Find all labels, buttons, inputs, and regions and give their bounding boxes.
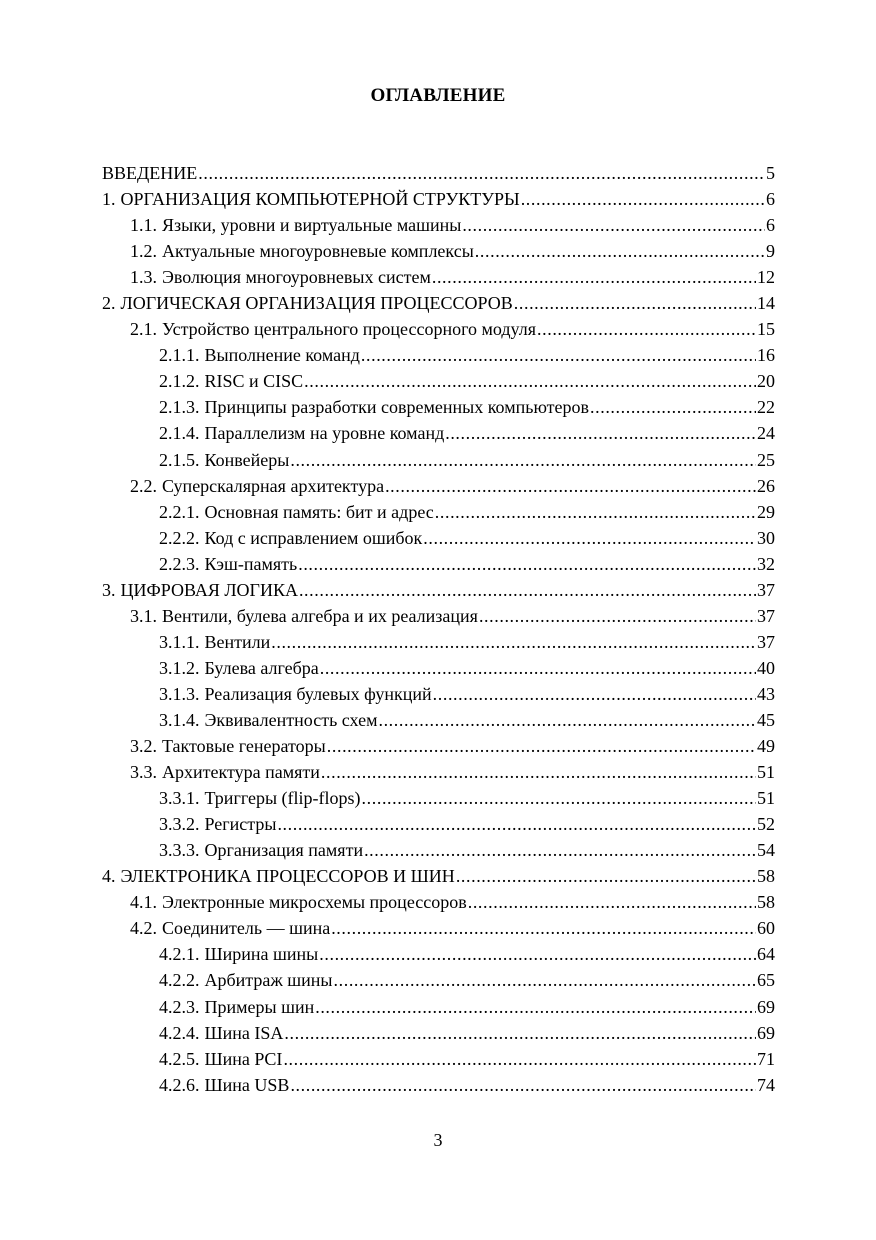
toc-entry-number: 3.1.1. bbox=[159, 631, 200, 652]
toc-dot-leader bbox=[334, 967, 756, 993]
toc-entry-number: 2.1.4. bbox=[159, 423, 200, 444]
toc-entry-number: 2. bbox=[102, 293, 116, 314]
toc-entry-page: 37 bbox=[757, 631, 775, 652]
toc-entry-title: Ширина шины bbox=[204, 944, 319, 965]
toc-dot-leader bbox=[514, 290, 756, 316]
toc-entry bbox=[102, 681, 775, 707]
toc-entry bbox=[102, 160, 775, 186]
toc-entry-title: Регистры bbox=[204, 814, 277, 835]
toc-entry-page: 40 bbox=[757, 657, 775, 678]
toc-entry-number: 4.2.3. bbox=[159, 996, 200, 1017]
toc-entry-page: 24 bbox=[757, 423, 775, 444]
toc-entry-title: ЦИФРОВАЯ ЛОГИКА bbox=[120, 579, 298, 600]
toc-dot-leader bbox=[435, 499, 756, 525]
toc-entry-number: 2.2.3. bbox=[159, 553, 200, 574]
toc-entry bbox=[102, 655, 775, 681]
toc-entry-page: 49 bbox=[757, 736, 775, 757]
toc-entry-title: Эквивалентность схем bbox=[204, 709, 378, 730]
toc-entry-title: Шина PCI bbox=[204, 1048, 283, 1069]
toc-entry-number: 1.3. bbox=[130, 267, 157, 288]
toc-entry-title: Архитектура памяти bbox=[162, 762, 320, 783]
toc-dot-leader bbox=[364, 837, 756, 863]
table-of-contents bbox=[102, 160, 775, 1098]
toc-entry bbox=[102, 264, 775, 290]
toc-entry bbox=[102, 212, 775, 238]
toc-dot-leader bbox=[298, 551, 756, 577]
toc-entry-page: 37 bbox=[757, 605, 775, 626]
toc-entry bbox=[102, 759, 775, 785]
toc-entry-page: 58 bbox=[757, 892, 775, 913]
toc-dot-leader bbox=[521, 186, 765, 212]
toc-dot-leader bbox=[462, 212, 765, 238]
toc-entry-title: Организация памяти bbox=[204, 840, 364, 861]
toc-entry bbox=[102, 473, 775, 499]
toc-entry-page: 74 bbox=[757, 1074, 775, 1095]
toc-entry bbox=[102, 368, 775, 394]
toc-dot-leader bbox=[475, 238, 765, 264]
toc-entry-title: Реализация булевых функций bbox=[204, 683, 432, 704]
toc-entry-number: 3.1.4. bbox=[159, 709, 200, 730]
toc-entry bbox=[102, 629, 775, 655]
toc-entry bbox=[102, 994, 775, 1020]
toc-dot-leader bbox=[290, 447, 756, 473]
toc-entry-title: Булева алгебра bbox=[204, 657, 319, 678]
toc-dot-leader bbox=[456, 863, 756, 889]
toc-entry-title: Арбитраж шины bbox=[204, 970, 333, 991]
toc-entry bbox=[102, 342, 775, 368]
toc-dot-leader bbox=[284, 1020, 756, 1046]
toc-entry-title: Вентили, булева алгебра и их реализация bbox=[162, 605, 478, 626]
toc-entry-number: 1.1. bbox=[130, 215, 157, 236]
toc-entry-page: 58 bbox=[757, 866, 775, 887]
toc-entry-page: 22 bbox=[757, 397, 775, 418]
toc-dot-leader bbox=[445, 420, 756, 446]
toc-dot-leader bbox=[361, 342, 756, 368]
toc-entry-title: Соединитель — шина bbox=[162, 918, 331, 939]
toc-entry-number: 2.1.3. bbox=[159, 397, 200, 418]
toc-entry-page: 60 bbox=[757, 918, 775, 939]
toc-entry bbox=[102, 1072, 775, 1098]
toc-entry-page: 69 bbox=[757, 996, 775, 1017]
toc-entry bbox=[102, 499, 775, 525]
toc-entry bbox=[102, 447, 775, 473]
toc-entry-page: 37 bbox=[757, 579, 775, 600]
toc-entry-number: 3.3.3. bbox=[159, 840, 200, 861]
toc-entry bbox=[102, 577, 775, 603]
toc-entry-title: Шина ISA bbox=[204, 1022, 284, 1043]
toc-entry-page: 64 bbox=[757, 944, 775, 965]
toc-dot-leader bbox=[321, 759, 756, 785]
toc-entry-title: Вентили bbox=[204, 631, 271, 652]
toc-entry bbox=[102, 915, 775, 941]
toc-entry-title: ЭЛЕКТРОНИКА ПРОЦЕССОРОВ И ШИН bbox=[120, 866, 455, 887]
toc-entry bbox=[102, 420, 775, 446]
toc-entry bbox=[102, 1020, 775, 1046]
toc-entry-page: 65 bbox=[757, 970, 775, 991]
toc-dot-leader bbox=[432, 264, 756, 290]
toc-dot-leader bbox=[331, 915, 756, 941]
toc-entry-title: ЛОГИЧЕСКАЯ ОРГАНИЗАЦИЯ ПРОЦЕССОРОВ bbox=[120, 293, 513, 314]
toc-entry-title: Параллелизм на уровне команд bbox=[204, 423, 445, 444]
toc-entry-number: 2.2. bbox=[130, 475, 157, 496]
toc-entry bbox=[102, 733, 775, 759]
toc-entry bbox=[102, 863, 775, 889]
toc-entry-number: 3.1.2. bbox=[159, 657, 200, 678]
toc-entry-title: ВВЕДЕНИЕ bbox=[102, 163, 198, 183]
toc-entry bbox=[102, 238, 775, 264]
toc-entry-page: 54 bbox=[757, 840, 775, 861]
toc-entry-page: 6 bbox=[766, 189, 775, 210]
toc-entry bbox=[102, 290, 775, 316]
toc-entry bbox=[102, 186, 775, 212]
toc-entry-page: 71 bbox=[757, 1048, 775, 1069]
toc-entry-number: 4.2.6. bbox=[159, 1074, 200, 1095]
toc-entry-page: 69 bbox=[757, 1022, 775, 1043]
toc-dot-leader bbox=[327, 733, 756, 759]
toc-entry-title: Триггеры (flip-flops) bbox=[204, 788, 361, 809]
toc-entry-title: Актуальные многоуровневые комплексы bbox=[162, 241, 474, 262]
toc-entry-title: Языки, уровни и виртуальные машины bbox=[162, 215, 462, 236]
toc-dot-leader bbox=[277, 811, 756, 837]
toc-entry bbox=[102, 941, 775, 967]
toc-dot-leader bbox=[283, 1046, 756, 1072]
toc-dot-leader bbox=[433, 681, 756, 707]
toc-entry-page: 12 bbox=[757, 267, 775, 288]
toc-entry-number: 2.2.1. bbox=[159, 501, 200, 522]
toc-entry-number: 3.3.2. bbox=[159, 814, 200, 835]
toc-dot-leader bbox=[299, 577, 756, 603]
toc-entry-number: 1.2. bbox=[130, 241, 157, 262]
toc-dot-leader bbox=[320, 655, 756, 681]
toc-entry-number: 4.1. bbox=[130, 892, 157, 913]
toc-dot-leader bbox=[290, 1072, 756, 1098]
toc-entry bbox=[102, 967, 775, 993]
toc-entry-number: 2.1.5. bbox=[159, 449, 200, 470]
toc-entry-page: 15 bbox=[757, 319, 775, 340]
toc-entry-page: 26 bbox=[757, 475, 775, 496]
toc-dot-leader bbox=[385, 473, 756, 499]
toc-entry-page: 45 bbox=[757, 709, 775, 730]
toc-entry-title: Шина USB bbox=[204, 1074, 290, 1095]
toc-entry-title: Примеры шин bbox=[204, 996, 315, 1017]
toc-dot-leader bbox=[537, 316, 756, 342]
toc-dot-leader bbox=[362, 785, 756, 811]
toc-entry-number: 4.2.1. bbox=[159, 944, 200, 965]
toc-dot-leader bbox=[304, 368, 756, 394]
toc-entry-page: 5 bbox=[766, 163, 775, 183]
page-title: ОГЛАВЛЕНИЕ bbox=[370, 85, 506, 106]
toc-entry bbox=[102, 525, 775, 551]
toc-dot-leader bbox=[468, 889, 756, 915]
toc-entry-number: 2.1. bbox=[130, 319, 157, 340]
toc-entry-page: 20 bbox=[757, 371, 775, 392]
toc-entry-page: 30 bbox=[757, 527, 775, 548]
toc-entry-number: 4.2.2. bbox=[159, 970, 200, 991]
toc-entry-page: 29 bbox=[757, 501, 775, 522]
toc-dot-leader bbox=[319, 941, 756, 967]
toc-entry-title: RISC и CISC bbox=[204, 371, 304, 392]
toc-entry-number: 3.1. bbox=[130, 605, 157, 626]
toc-entry bbox=[102, 837, 775, 863]
toc-entry bbox=[102, 785, 775, 811]
toc-entry-number: 3.1.3. bbox=[159, 683, 200, 704]
toc-entry-page: 51 bbox=[757, 762, 775, 783]
toc-entry-page: 9 bbox=[766, 241, 775, 262]
toc-entry-number: 1. bbox=[102, 189, 116, 210]
toc-dot-leader bbox=[198, 160, 765, 186]
toc-entry bbox=[102, 889, 775, 915]
toc-entry bbox=[102, 394, 775, 420]
toc-entry bbox=[102, 316, 775, 342]
toc-entry-title: Суперскалярная архитектура bbox=[162, 475, 385, 496]
toc-entry-number: 3.3.1. bbox=[159, 788, 200, 809]
toc-entry-title: Тактовые генераторы bbox=[162, 736, 326, 757]
toc-entry bbox=[102, 551, 775, 577]
toc-dot-leader bbox=[423, 525, 756, 551]
toc-entry-page: 32 bbox=[757, 553, 775, 574]
toc-entry-number: 2.1.1. bbox=[159, 345, 200, 366]
toc-entry-number: 3.3. bbox=[130, 762, 157, 783]
page-number: 3 bbox=[433, 1130, 443, 1150]
toc-entry-title: ОРГАНИЗАЦИЯ КОМПЬЮТЕРНОЙ СТРУКТУРЫ bbox=[120, 189, 520, 210]
toc-entry-page: 6 bbox=[766, 215, 775, 236]
toc-entry-number: 4.2. bbox=[130, 918, 157, 939]
toc-entry-page: 52 bbox=[757, 814, 775, 835]
toc-entry bbox=[102, 1046, 775, 1072]
toc-entry-number: 4. bbox=[102, 866, 116, 887]
toc-dot-leader bbox=[378, 707, 756, 733]
toc-entry-title: Эволюция многоуровневых систем bbox=[162, 267, 431, 288]
toc-dot-leader bbox=[590, 394, 756, 420]
toc-entry-number: 3. bbox=[102, 579, 116, 600]
toc-entry-number: 2.2.2. bbox=[159, 527, 200, 548]
toc-entry-title: Устройство центрального процессорного модуля bbox=[162, 319, 537, 340]
toc-entry-title: Конвейеры bbox=[204, 449, 290, 470]
toc-entry-number: 4.2.4. bbox=[159, 1022, 200, 1043]
toc-entry-title: Выполнение команд bbox=[204, 345, 360, 366]
toc-entry-number: 2.1.2. bbox=[159, 371, 200, 392]
toc-dot-leader bbox=[271, 629, 756, 655]
toc-entry-page: 51 bbox=[757, 788, 775, 809]
toc-entry-title: Электронные микросхемы процессоров bbox=[162, 892, 467, 913]
toc-entry-title: Код с исправлением ошибок bbox=[204, 527, 423, 548]
toc-entry-title: Основная память: бит и адрес bbox=[204, 501, 434, 522]
toc-entry-page: 43 bbox=[757, 683, 775, 704]
toc-entry-number: 4.2.5. bbox=[159, 1048, 200, 1069]
toc-entry-page: 25 bbox=[757, 449, 775, 470]
toc-dot-leader bbox=[479, 603, 756, 629]
toc-entry-title: Принципы разработки современных компьютеров bbox=[204, 397, 590, 418]
toc-entry bbox=[102, 811, 775, 837]
toc-entry bbox=[102, 707, 775, 733]
toc-entry bbox=[102, 603, 775, 629]
toc-entry-number: 3.2. bbox=[130, 736, 157, 757]
toc-entry-page: 14 bbox=[757, 293, 775, 314]
toc-dot-leader bbox=[315, 994, 756, 1020]
toc-entry-title: Кэш-память bbox=[204, 553, 298, 574]
toc-entry-page: 16 bbox=[757, 345, 775, 366]
